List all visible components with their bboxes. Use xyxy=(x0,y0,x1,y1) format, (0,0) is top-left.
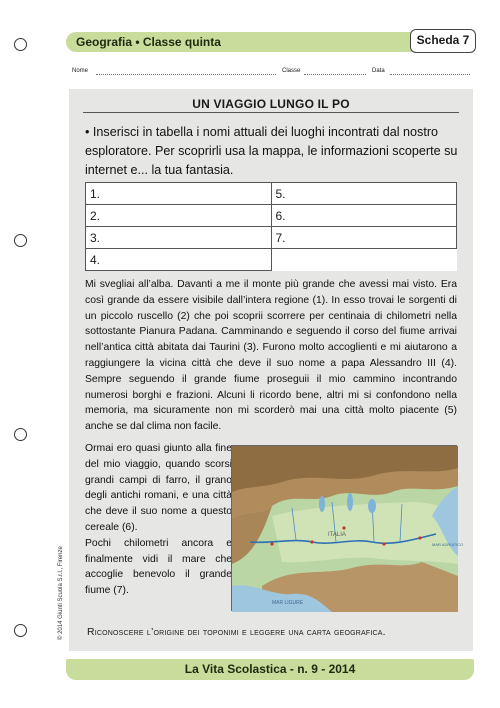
subject-label: Geografia • Classe quinta xyxy=(76,35,221,49)
copyright-note: © 2014 Giunti Scuola S.r.l., Firenze xyxy=(58,546,64,640)
po-valley-map xyxy=(231,445,464,611)
classe-field[interactable] xyxy=(304,74,366,75)
nome-field[interactable] xyxy=(96,74,276,75)
data-label: Data xyxy=(372,68,385,74)
instruction-text: • Inserisci in tabella i nomi attuali dei luoghi incontrati dal nostro esploratore. Per scoprirli usa la mappa, le informazioni scoperte su internet e... la tua fantasia. xyxy=(85,125,458,177)
binder-hole xyxy=(14,234,27,247)
worksheet-title: UN VIAGGIO LUNGO IL PO xyxy=(192,97,350,111)
map-sea-label: MAR LIGURE xyxy=(272,600,304,606)
answer-cell-6[interactable]: 6. xyxy=(271,205,457,227)
story-column xyxy=(85,441,232,599)
story-paragraph-1: Mi svegliai all’alba. Davanti a me il monte più grande che avessi mai visto. Era così grande da essere visibile dall’intera regione (1). In esso trovai le sorgenti di un piccolo ruscello (2) che poi scoprii scorrere per centinaia di chilometri nella sottostante Pianura Padana. Camminando e seguendo il corso del fiume arrivai nell’antica città abitata dai Taurini (3). Furono molto accoglienti e mi aiutarono a raggiungere la vicina città che deve il suo nome a papa Alessandro III (4). Sempre seguendo il grande fiume proseguii il mio cammino incontrando numerosi borghi e frazioni. Alcuni li ricordo bene, altri mi si confondono nella memoria, ma sicuramente non mi scorderò mai una città molto piacente (5) anche se dal clima non facile. xyxy=(85,279,457,433)
student-info-row xyxy=(72,66,472,80)
story-paragraph-2: Ormai ero quasi giunto alla fine del mio viaggio, quando scorsi grandi campi di farro, il grano degli antichi romani, e una città che deve il suo nome a questo cereale (6). xyxy=(85,443,232,533)
binder-hole xyxy=(14,38,27,51)
data-field[interactable] xyxy=(390,74,470,75)
scheda-badge: Scheda 7 xyxy=(410,29,476,53)
story-paragraph-3: Pochi chilometri ancora e finalmente vidi il mare che accoglie benevolo il grande fiume (7). xyxy=(85,537,232,597)
header-bar xyxy=(66,32,474,52)
answer-cell-3[interactable]: 3. xyxy=(86,227,272,249)
map-region-label: ITALIA xyxy=(328,532,346,538)
answer-cell-2[interactable]: 2. xyxy=(86,205,272,227)
binder-hole xyxy=(14,428,27,441)
classe-label: Classe xyxy=(282,68,301,74)
map-adriatic-label: MAR ADRIATICO xyxy=(432,542,464,547)
answer-cell-1[interactable]: 1. xyxy=(86,183,272,205)
answer-table xyxy=(85,182,457,271)
nome-label: Nome xyxy=(72,68,89,74)
empty-cell xyxy=(271,249,457,271)
learning-objective: Riconoscere l’origine dei toponimi e leggere una carta geografica. xyxy=(87,627,386,638)
worksheet-panel xyxy=(69,89,473,651)
footer-bar: La Vita Scolastica - n. 9 - 2014 xyxy=(66,659,474,680)
binder-hole xyxy=(14,624,27,637)
title-underline xyxy=(83,112,459,113)
map-illustration xyxy=(232,446,464,612)
answer-cell-4[interactable]: 4. xyxy=(86,249,272,271)
answer-cell-7[interactable]: 7. xyxy=(271,227,457,249)
answer-cell-5[interactable]: 5. xyxy=(271,183,457,205)
